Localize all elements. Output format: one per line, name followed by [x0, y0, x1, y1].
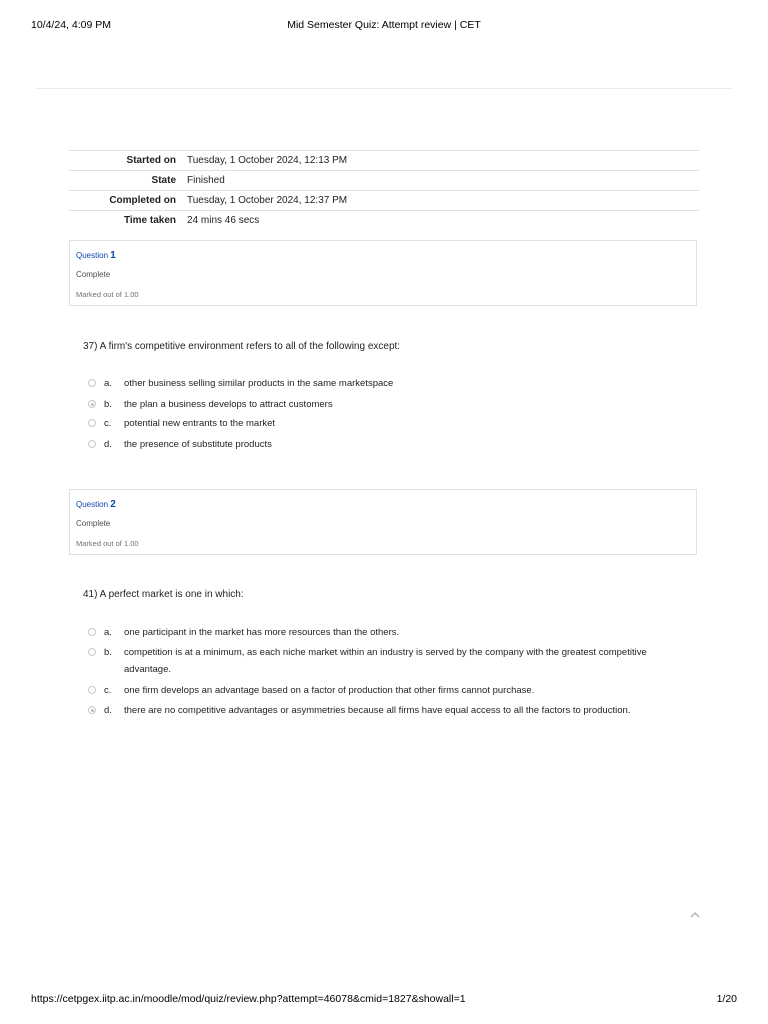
radio-button[interactable]: [88, 419, 96, 427]
question-number: [76, 499, 116, 510]
radio-button[interactable]: [88, 648, 96, 656]
radio-button[interactable]: [88, 440, 96, 448]
summary-value: Finished: [187, 171, 699, 191]
question-grade: Marked out of 1.00: [76, 290, 139, 299]
print-page-number: 1/20: [716, 993, 737, 1005]
radio-button[interactable]: [88, 379, 96, 387]
summary-label: State: [69, 171, 187, 191]
option-text: the presence of substitute products: [124, 439, 272, 450]
option-text: the plan a business develops to attract customers: [124, 399, 333, 410]
print-url: https://cetpgex.iitp.ac.in/moodle/mod/quiz/review.php?attempt=46078&cmid=1827&showall=1: [31, 993, 466, 1005]
print-header: [31, 19, 737, 33]
summary-row-started: [69, 151, 699, 171]
radio-button-selected[interactable]: [88, 706, 96, 714]
option-letter: a.: [104, 627, 112, 638]
question-number-value: 1: [110, 250, 116, 261]
option-letter: d.: [104, 705, 112, 716]
radio-button[interactable]: [88, 628, 96, 636]
summary-value: 24 mins 46 secs: [187, 211, 699, 231]
summary-row-time-taken: [69, 211, 699, 231]
question-grade: Marked out of 1.00: [76, 539, 139, 548]
attempt-summary-table: [69, 150, 699, 230]
option-text: potential new entrants to the market: [124, 418, 276, 429]
summary-label: Completed on: [69, 191, 187, 211]
option-text: other business selling similar products in the same marketspace: [124, 378, 394, 389]
option-text: one firm develops an advantage based on a factor of production that other firms cannot purchase.: [124, 685, 535, 696]
question-1-info: [69, 240, 697, 306]
question-state: Complete: [76, 270, 111, 279]
summary-value: Tuesday, 1 October 2024, 12:13 PM: [187, 151, 699, 171]
option-letter: b.: [104, 399, 112, 410]
radio-button-selected[interactable]: [88, 400, 96, 408]
question-state: Complete: [76, 519, 111, 528]
option-letter: c.: [104, 685, 112, 696]
print-page-title: Mid Semester Quiz: Attempt review | CET: [287, 19, 481, 31]
chevron-up-icon[interactable]: [688, 908, 702, 922]
question-1-text: 37) A firm's competitive environment refers to all of the following except:: [83, 341, 401, 352]
question-number: [76, 250, 116, 261]
print-footer: [31, 993, 737, 1007]
print-datetime: 10/4/24, 4:09 PM: [31, 19, 111, 31]
question-label: Question: [76, 500, 109, 509]
option-text: one participant in the market has more resources than the others.: [124, 627, 400, 638]
question-2-text: 41) A perfect market is one in which:: [83, 589, 244, 600]
summary-value: Tuesday, 1 October 2024, 12:37 PM: [187, 191, 699, 211]
question-number-value: 2: [110, 499, 116, 510]
option-letter: d.: [104, 439, 112, 450]
summary-row-completed: [69, 191, 699, 211]
summary-label: Time taken: [69, 211, 187, 231]
option-letter: b.: [104, 647, 112, 658]
option-text: competition is at a minimum, as each niche market within an industry is served by the company with the greatest competitive advantage.: [124, 647, 647, 675]
question-label: Question: [76, 251, 109, 260]
header-divider: [36, 88, 732, 89]
radio-button[interactable]: [88, 686, 96, 694]
summary-label: Started on: [69, 151, 187, 171]
option-letter: a.: [104, 378, 112, 389]
summary-row-state: [69, 171, 699, 191]
option-letter: c.: [104, 418, 112, 429]
option-text: there are no competitive advantages or asymmetries because all firms have equal access to all the factors to production.: [124, 705, 631, 716]
question-2-info: [69, 489, 697, 555]
